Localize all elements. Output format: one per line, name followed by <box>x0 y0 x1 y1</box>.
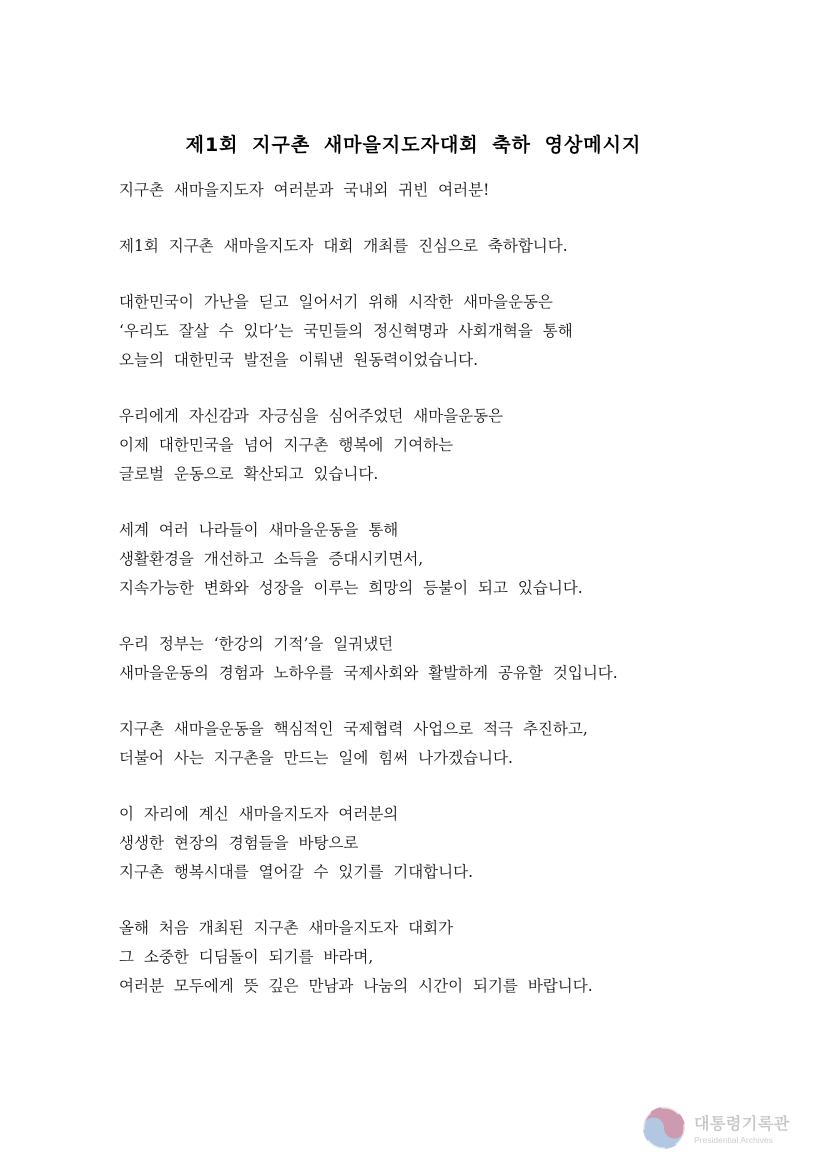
paragraph <box>119 914 759 1001</box>
text-line: 지구촌 새마을운동을 핵심적인 국제협력 사업으로 적극 추진하고, <box>119 720 588 738</box>
text-line: 생활환경을 개선하고 소득을 증대시키면서, <box>119 550 424 568</box>
text-line: 우리 정부는 ‘한강의 기적’을 일궈냈던 <box>119 635 394 653</box>
watermark-text <box>694 1111 790 1145</box>
text-line: 지구촌 새마을지도자 여러분과 국내외 귀빈 여러분! <box>119 181 490 199</box>
watermark-name-ko: 대통령기록관 <box>694 1114 790 1133</box>
text-line: 이제 대한민국을 넘어 지구촌 행복에 기여하는 <box>119 436 454 454</box>
paragraph <box>119 715 759 773</box>
text-line: 더불어 사는 지구촌을 만드는 일에 힘써 나가겠습니다. <box>119 749 513 767</box>
text-line: 지구촌 행복시대를 열어갈 수 있기를 기대합니다. <box>119 863 474 881</box>
text-line: 세계 여러 나라들이 새마을운동을 통해 <box>119 521 399 539</box>
text-line: 글로벌 운동으로 확산되고 있습니다. <box>119 465 379 483</box>
text-line: 그 소중한 디딤돌이 되기를 바라며, <box>119 948 374 966</box>
text-line: 새마을운동의 경험과 노하우를 국제사회와 활발하게 공유할 것입니다. <box>119 664 618 682</box>
paragraph <box>119 176 759 205</box>
paragraph <box>119 288 759 375</box>
paragraph <box>119 232 759 261</box>
text-line: 이 자리에 계신 새마을지도자 여러분의 <box>119 805 399 823</box>
text-line: 지속가능한 변화와 성장을 이루는 희망의 등불이 되고 있습니다. <box>119 579 583 597</box>
text-line: 오늘의 대한민국 발전을 이뤄낸 원동력이었습니다. <box>119 351 479 369</box>
paragraph <box>119 630 759 688</box>
text-line: 대한민국이 가난을 딛고 일어서기 위해 시작한 새마을운동은 <box>119 293 553 311</box>
text-line: 여러분 모두에게 뜻 깊은 만남과 나눔의 시간이 되기를 바랍니다. <box>119 977 593 995</box>
text-line: 생생한 현장의 경험들을 바탕으로 <box>119 834 359 852</box>
paragraph <box>119 800 759 887</box>
text-line: 올해 처음 개최된 지구촌 새마을지도자 대회가 <box>119 919 454 937</box>
page-title: 제1회 지구촌 새마을지도자대회 축하 영상메시지 <box>185 133 642 156</box>
taegeuk-emblem-icon <box>641 1105 687 1151</box>
text-line: 우리에게 자신감과 자긍심을 심어주었던 새마을운동은 <box>119 407 504 425</box>
watermark-name-en: Presidential Archives <box>694 1135 773 1145</box>
text-line: 제1회 지구촌 새마을지도자 대회 개최를 진심으로 축하합니다. <box>119 237 568 255</box>
document-body <box>119 176 759 1028</box>
text-line: ‘우리도 잘살 수 있다’는 국민들의 정신혁명과 사회개혁을 통해 <box>119 322 573 340</box>
paragraph <box>119 402 759 489</box>
presidential-archives-watermark <box>641 1104 811 1152</box>
paragraph <box>119 516 759 603</box>
